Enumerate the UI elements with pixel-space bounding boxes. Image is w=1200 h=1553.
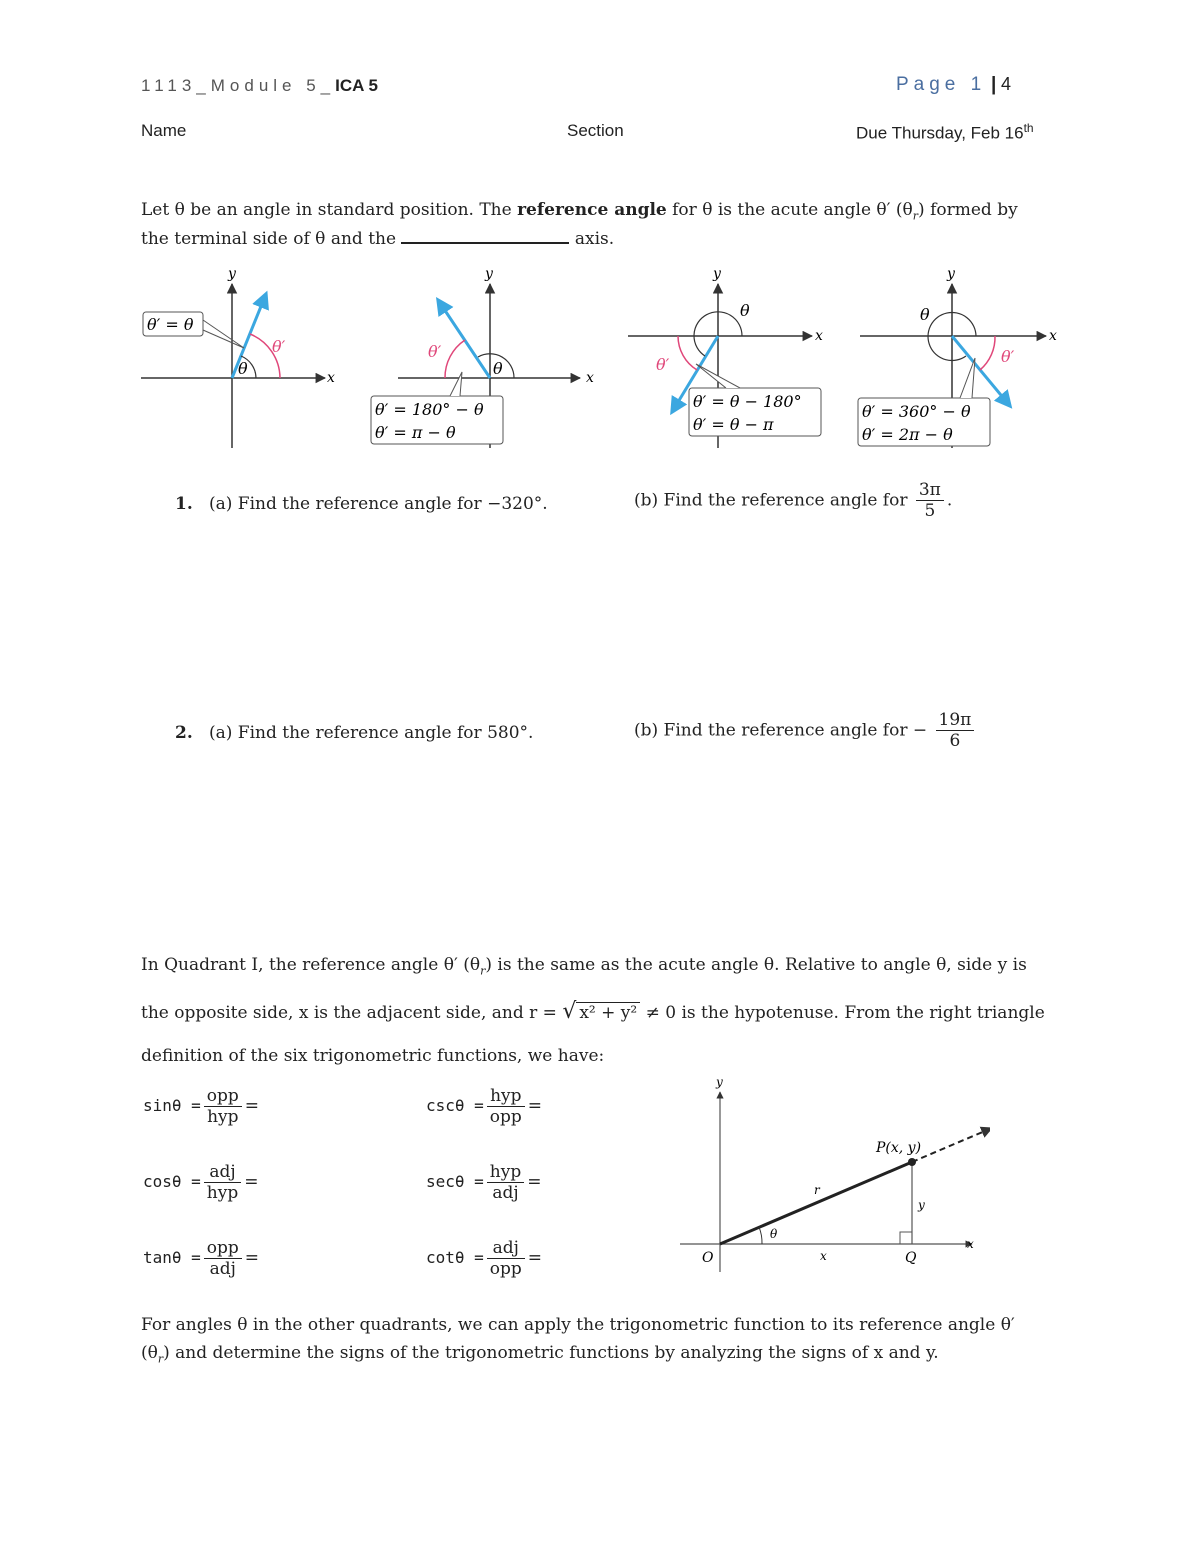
theta-arc — [759, 1227, 762, 1244]
quadrant-text-3: the opposite side, x is the adjacent side, and r = — [141, 1003, 557, 1023]
y-label: y — [713, 266, 721, 282]
fraction-numerator: adj — [487, 1238, 525, 1259]
intro-line2-start: the terminal side of θ and the — [141, 229, 397, 249]
intro-bold: reference angle — [517, 200, 667, 220]
document-header — [141, 76, 378, 96]
fraction-numerator: 19π — [938, 710, 972, 730]
reference-arc — [980, 336, 995, 370]
right-angle-marker — [900, 1232, 912, 1244]
square-root: √ x² + y² — [562, 998, 640, 1027]
cot-definition — [426, 1238, 626, 1279]
formula-line-1: θ′ = θ − 180° — [693, 392, 802, 411]
equals-sign: = — [244, 1248, 260, 1268]
due-sup: th — [1023, 121, 1034, 135]
fraction-sign: − — [912, 720, 928, 741]
tan-definition — [143, 1238, 343, 1279]
theta-label: θ — [740, 301, 750, 320]
function-label: sinθ = — [143, 1096, 201, 1115]
section-label: Section — [567, 121, 624, 140]
callout-pointer — [450, 372, 462, 396]
intro-line2-end: axis. — [574, 229, 615, 249]
fraction-denominator: hyp — [206, 1183, 239, 1203]
intro-line-2 — [141, 224, 614, 253]
radius-line — [720, 1162, 912, 1244]
problem-value: −320°. — [487, 494, 548, 514]
extension-line — [912, 1128, 990, 1162]
adjacent-label: x — [820, 1249, 827, 1263]
callout-pointer — [960, 358, 975, 398]
function-label: cosθ = — [143, 1172, 201, 1191]
theta-label: θ — [493, 359, 503, 378]
intro-sub: r — [912, 209, 919, 223]
y-label: y — [947, 266, 955, 282]
point-p — [908, 1158, 916, 1166]
problem-2b — [634, 710, 977, 751]
ica-label: ICA 5 — [335, 76, 378, 95]
formula-line-2: θ′ = 2π − θ — [862, 425, 953, 444]
fraction-numerator: hyp — [487, 1086, 525, 1107]
opposite-label: y — [918, 1198, 925, 1212]
closing-line-1: For angles θ in the other quadrants, we can apply the trigonometric function to its reference angle θ′ — [141, 1315, 1015, 1335]
quadrant-text-1: In Quadrant I, the reference angle θ′ (θ — [141, 955, 481, 975]
equals-sign: = — [244, 1172, 259, 1192]
cos-definition — [143, 1162, 343, 1203]
x-axis-label: x — [967, 1237, 974, 1251]
problem-number: 2. — [175, 723, 193, 743]
problem-text: (a) Find the reference angle for — [208, 494, 482, 514]
intro-text-1: Let θ be an angle in standard position. The — [141, 200, 512, 220]
problem-1b — [634, 480, 952, 521]
quadrant-line-2 — [141, 998, 1045, 1027]
page-word: Page 1 — [896, 74, 987, 95]
formula-line-1: θ′ = 360° − θ — [862, 402, 971, 421]
sin-definition — [143, 1086, 343, 1127]
angle-fraction — [936, 710, 975, 751]
figure-quadrant-2 — [371, 266, 594, 448]
fraction-denominator: opp — [489, 1259, 522, 1279]
origin-label: O — [702, 1250, 714, 1266]
theta-prime-label: θ′ — [1001, 347, 1015, 366]
point-label: P(x, y) — [876, 1140, 922, 1156]
theta-prime-label: θ′ — [272, 337, 286, 356]
equals-sign: = — [527, 1096, 543, 1116]
equals-sign: = — [527, 1248, 543, 1268]
fraction-denominator: hyp — [207, 1107, 239, 1127]
fraction-denominator: 5 — [924, 501, 936, 521]
figure-quadrant-4 — [858, 266, 1057, 448]
theta-prime-label: θ′ — [656, 355, 670, 374]
quadrant-line-3: definition of the six trigonometric functions, we have: — [141, 1046, 605, 1066]
fraction-numerator: hyp — [487, 1162, 524, 1183]
page-separator: | — [990, 74, 997, 95]
reference-angle-figures — [0, 260, 1200, 460]
y-label: y — [485, 266, 493, 282]
x-label: x — [586, 370, 594, 386]
formula-line-2: θ′ = π − θ — [375, 423, 456, 442]
course-code: 1113_Module 5_ — [141, 76, 336, 95]
equals-sign: = — [244, 1096, 260, 1116]
figure-quadrant-1 — [141, 266, 335, 448]
x-label: x — [1049, 328, 1057, 344]
sec-definition — [426, 1162, 626, 1203]
name-label: Name — [141, 121, 187, 140]
page-indicator — [896, 74, 1014, 96]
quadrant-text-4: ≠ 0 is the hypotenuse. From the right triangle — [645, 1003, 1045, 1023]
radius-label: r — [814, 1183, 820, 1197]
fraction-denominator: 6 — [949, 731, 961, 751]
problem-text: (b) Find the reference angle for — [634, 720, 908, 741]
angle-fraction — [916, 480, 944, 521]
problem-number: 1. — [175, 494, 193, 514]
due-text: Due Thursday, Feb 16 — [856, 123, 1024, 143]
x-label: x — [815, 328, 823, 344]
x-label: x — [327, 370, 335, 386]
function-label: secθ = — [426, 1172, 484, 1191]
function-label: cscθ = — [426, 1096, 484, 1115]
fraction-numerator: opp — [204, 1086, 242, 1107]
fraction-denominator: adj — [209, 1259, 236, 1279]
theta-label: θ — [920, 305, 930, 324]
theta-prime-label: θ′ — [428, 342, 442, 361]
formula-line-2: θ′ = θ − π — [693, 415, 774, 434]
y-label: y — [228, 266, 236, 282]
figure-quadrant-3 — [628, 266, 823, 448]
callout-pointer — [203, 320, 244, 348]
function-label: cotθ = — [426, 1248, 484, 1267]
quadrant-text-2: ) is the same as the acute angle θ. Relative to angle θ, side y is — [485, 955, 1027, 975]
closing-text-2: ) and determine the signs of the trigonometric functions by analyzing the signs of x and y. — [163, 1343, 939, 1363]
intro-text-2: for θ is the acute angle θ′ (θ — [672, 200, 913, 220]
problem-text: (a) Find the reference angle for — [208, 723, 482, 743]
fraction-numerator: 3π — [918, 480, 941, 500]
quadrant-line-1 — [141, 951, 1027, 985]
fraction-end: . — [946, 490, 953, 511]
radicand: x² + y² — [576, 1002, 640, 1023]
problem-1a — [175, 490, 548, 518]
intro-text-3: ) formed by — [918, 200, 1018, 220]
theta-label: θ — [238, 359, 248, 378]
problem-2a — [175, 719, 533, 747]
y-axis-label: y — [716, 1075, 723, 1089]
page-total: 4 — [1001, 74, 1015, 94]
problem-value: 580°. — [487, 723, 534, 743]
answer-blank[interactable] — [401, 224, 569, 244]
closing-sub: r — [157, 1352, 164, 1366]
due-date — [856, 121, 1034, 144]
right-triangle-figure — [670, 1070, 990, 1280]
formula-text: θ′ = θ — [147, 315, 194, 334]
csc-definition — [426, 1086, 626, 1127]
quadrant-sub: r — [480, 964, 486, 978]
function-label: tanθ = — [143, 1248, 201, 1267]
fraction-denominator: opp — [489, 1107, 522, 1127]
problem-text: (b) Find the reference angle for — [634, 490, 908, 511]
formula-line-1: θ′ = 180° − θ — [375, 400, 484, 419]
fraction-numerator: opp — [204, 1238, 242, 1259]
closing-text-1: (θ — [141, 1343, 158, 1363]
q-label: Q — [905, 1250, 917, 1266]
equals-sign: = — [527, 1172, 542, 1192]
fraction-numerator: adj — [204, 1162, 241, 1183]
theta-label: θ — [770, 1227, 778, 1241]
fraction-denominator: adj — [492, 1183, 519, 1203]
closing-line-2 — [141, 1339, 939, 1373]
